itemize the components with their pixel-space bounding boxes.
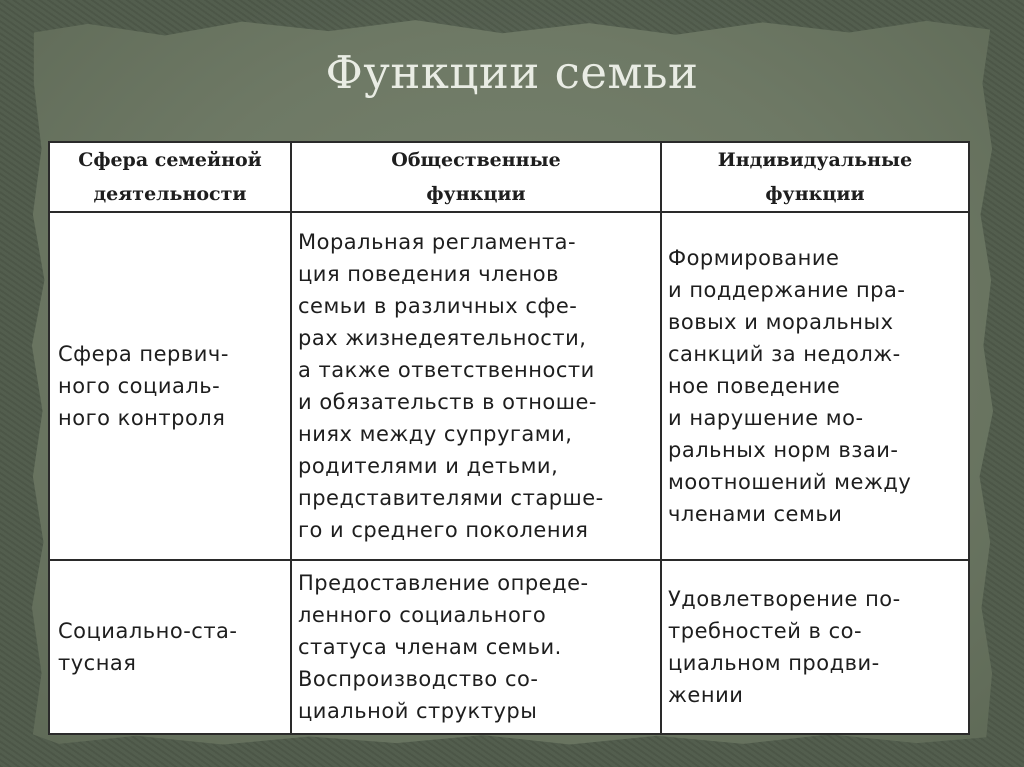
cell-social-function xyxy=(291,560,661,734)
sphere-text: Сфера первич- ного социаль- ного контроля xyxy=(58,342,229,430)
header-social-functions xyxy=(291,142,661,212)
header-social-text: Общественные функции xyxy=(391,149,561,205)
cell-sphere xyxy=(49,212,291,560)
cell-sphere xyxy=(49,560,291,734)
table-header-row xyxy=(49,142,969,212)
social-function-text: Моральная регламента- ция поведения членов семьи в различных сфе- рах жизнедеятельности, а также ответственности и обязательств в отноше- ниях между супругами, родителями и детьми, представителями старше- го и среднего поколения xyxy=(298,230,604,542)
cell-individual-function xyxy=(661,212,969,560)
table-row xyxy=(49,212,969,560)
cell-individual-function xyxy=(661,560,969,734)
header-individual-text: Индивидуальные функции xyxy=(717,149,913,205)
header-sphere-text: Сфера семейной деятельности xyxy=(78,149,262,205)
functions-table-container xyxy=(48,141,968,727)
header-sphere xyxy=(49,142,291,212)
cell-social-function xyxy=(291,212,661,560)
individual-function-text: Удовлетворение по- требностей в со- циальном продви- жении xyxy=(668,587,901,707)
table-row xyxy=(49,560,969,734)
family-functions-table xyxy=(48,141,970,735)
slide-title: Функции семьи xyxy=(325,46,699,99)
header-individual-functions xyxy=(661,142,969,212)
sphere-text: Социально-ста- тусная xyxy=(58,619,238,675)
individual-function-text: Формирование и поддержание пра- вовых и моральных санкций за недолж- ное поведение и нарушение мо- ральных норм взаи- моотношений между членами семьи xyxy=(668,246,912,526)
social-function-text: Предоставление опреде- ленного социального статуса членам семьи. Воспроизводство со- циальной структуры xyxy=(298,571,589,723)
